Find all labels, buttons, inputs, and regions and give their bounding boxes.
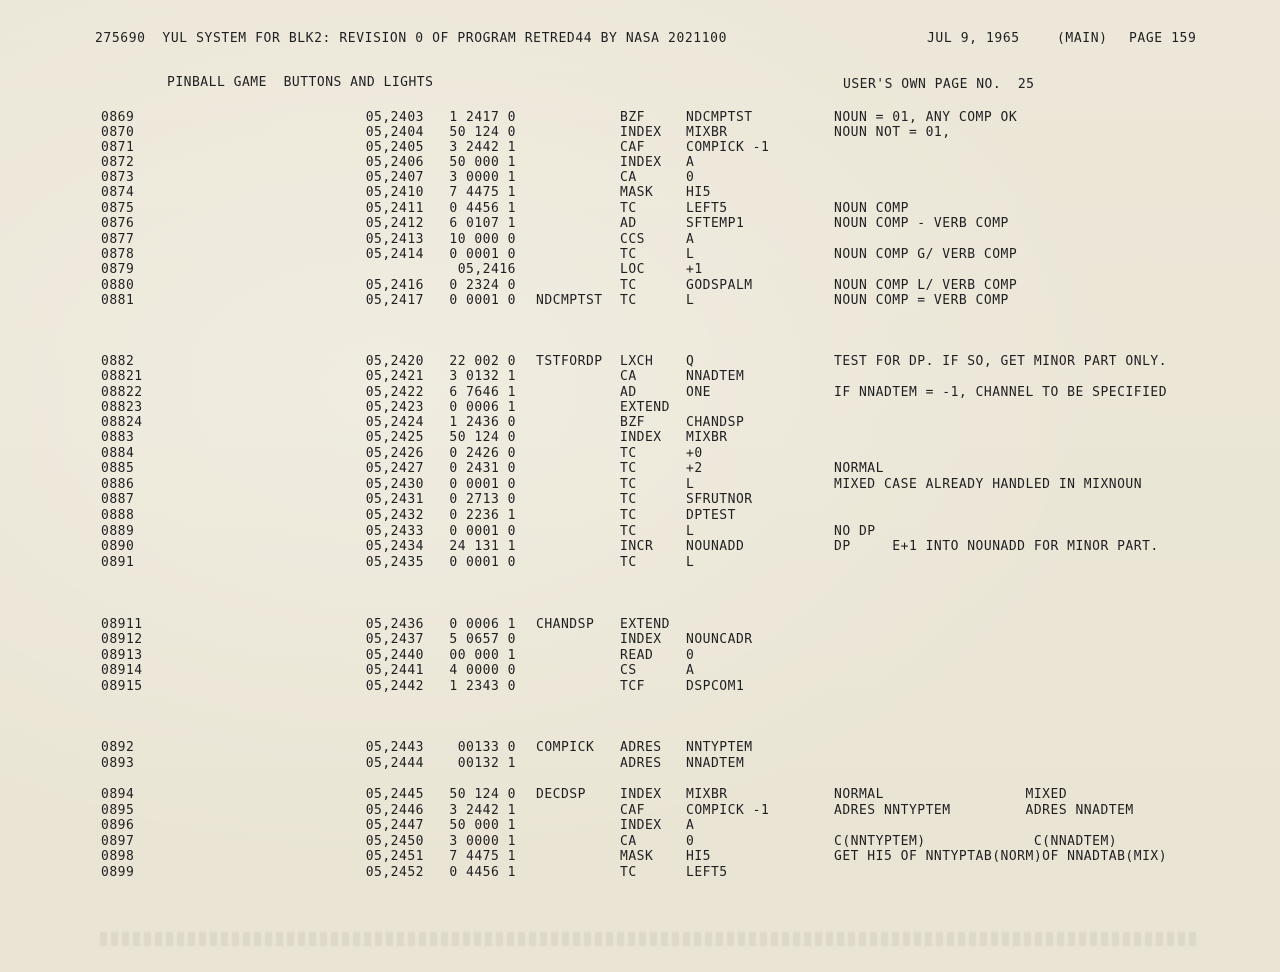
address-cell: 05,2412	[365, 216, 424, 231]
octal-code-cell: 1 2343 0	[449, 679, 516, 694]
operand-cell: CHANDSP	[686, 415, 745, 430]
address-cell: 05,2441	[365, 663, 424, 678]
line-number: 08824	[101, 415, 143, 430]
octal-code-cell: 0 0001 0	[449, 555, 516, 570]
comment-cell: TEST FOR DP. IF SO, GET MINOR PART ONLY.	[834, 354, 1168, 369]
address-cell: 05,2427	[365, 461, 424, 476]
octal-code-cell: 0 0001 0	[449, 247, 516, 262]
opcode-cell: TC	[620, 508, 637, 523]
address-cell: 05,2436	[365, 617, 424, 632]
operand-cell: NOUNADD	[686, 539, 745, 554]
octal-code-cell: 0 2713 0	[449, 492, 516, 507]
octal-code-cell: 3 0000 1	[449, 834, 516, 849]
octal-code-cell: 3 2442 1	[449, 803, 516, 818]
operand-cell: COMPICK -1	[686, 140, 770, 155]
address-cell: 05,2446	[365, 803, 424, 818]
octal-code-cell: 05,2416	[457, 262, 516, 277]
line-number: 0886	[101, 477, 135, 492]
label-cell: COMPICK	[536, 740, 595, 755]
line-number: 0872	[101, 155, 135, 170]
line-number: 08911	[101, 617, 143, 632]
operand-cell: L	[686, 247, 695, 262]
operand-cell: 0	[686, 648, 695, 663]
address-cell: 05,2411	[365, 201, 424, 216]
octal-code-cell: 10 000 0	[449, 232, 516, 247]
octal-code-cell: 3 0000 1	[449, 170, 516, 185]
opcode-cell: MASK	[620, 849, 654, 864]
opcode-cell: CA	[620, 369, 637, 384]
line-number: 0898	[101, 849, 135, 864]
operand-cell: +2	[686, 461, 703, 476]
line-number: 0894	[101, 787, 135, 802]
line-number: 08913	[101, 648, 143, 663]
listing-main-tag: (MAIN)	[1057, 31, 1108, 46]
line-number: 08821	[101, 369, 143, 384]
address-cell: 05,2404	[365, 125, 424, 140]
label-cell: NDCMPTST	[536, 293, 603, 308]
octal-code-cell: 22 002 0	[449, 354, 516, 369]
opcode-cell: CA	[620, 170, 637, 185]
octal-code-cell: 1 2436 0	[449, 415, 516, 430]
comment-cell: DP E+1 INTO NOUNADD FOR MINOR PART.	[834, 539, 1159, 554]
address-cell: 05,2421	[365, 369, 424, 384]
section-title: PINBALL GAME BUTTONS AND LIGHTS	[167, 75, 434, 90]
line-number: 0881	[101, 293, 135, 308]
address-cell: 05,2451	[365, 849, 424, 864]
address-cell: 05,2450	[365, 834, 424, 849]
octal-code-cell: 50 000 1	[449, 155, 516, 170]
opcode-cell: INCR	[620, 539, 654, 554]
comment-cell: NOUN COMP	[834, 201, 909, 216]
users-page-label: USER'S OWN PAGE NO. 25	[843, 77, 1035, 92]
opcode-cell: AD	[620, 385, 637, 400]
line-number: 0874	[101, 185, 135, 200]
line-number: 0882	[101, 354, 135, 369]
address-cell: 05,2414	[365, 247, 424, 262]
page-number: PAGE 159	[1129, 31, 1197, 46]
octal-code-cell: 0 0006 1	[449, 617, 516, 632]
label-cell: CHANDSP	[536, 617, 595, 632]
opcode-cell: TC	[620, 524, 637, 539]
address-cell: 05,2434	[365, 539, 424, 554]
address-cell: 05,2424	[365, 415, 424, 430]
line-number: 0878	[101, 247, 135, 262]
address-cell: 05,2442	[365, 679, 424, 694]
address-cell: 05,2417	[365, 293, 424, 308]
octal-code-cell: 4 0000 0	[449, 663, 516, 678]
operand-cell: L	[686, 477, 695, 492]
address-cell: 05,2420	[365, 354, 424, 369]
octal-code-cell: 0 0006 1	[449, 400, 516, 415]
octal-code-cell: 0 4456 1	[449, 201, 516, 216]
line-number: 0876	[101, 216, 135, 231]
operand-cell: MIXBR	[686, 787, 728, 802]
operand-cell: Q	[686, 354, 695, 369]
line-number: 0897	[101, 834, 135, 849]
address-cell: 05,2410	[365, 185, 424, 200]
label-cell: DECDSP	[536, 787, 586, 802]
listing-date: JUL 9, 1965	[927, 31, 1020, 46]
line-number: 0891	[101, 555, 135, 570]
opcode-cell: INDEX	[620, 430, 662, 445]
octal-code-cell: 50 124 0	[449, 125, 516, 140]
address-cell: 05,2431	[365, 492, 424, 507]
address-cell: 05,2443	[365, 740, 424, 755]
operand-cell: HI5	[686, 849, 711, 864]
line-number: 0889	[101, 524, 135, 539]
comment-cell: GET HI5 OF NNTYPTAB(NORM)OF NNADTAB(MIX)	[834, 849, 1168, 864]
opcode-cell: INDEX	[620, 632, 662, 647]
octal-code-cell: 5 0657 0	[449, 632, 516, 647]
comment-cell: NOUN COMP - VERB COMP	[834, 216, 1009, 231]
operand-cell: A	[686, 232, 695, 247]
opcode-cell: TC	[620, 492, 637, 507]
operand-cell: A	[686, 155, 695, 170]
address-cell: 05,2407	[365, 170, 424, 185]
line-number: 0893	[101, 756, 135, 771]
operand-cell: 0	[686, 170, 695, 185]
line-number: 0887	[101, 492, 135, 507]
line-number: 08912	[101, 632, 143, 647]
comment-cell: NOUN COMP G/ VERB COMP	[834, 247, 1018, 262]
line-number: 0895	[101, 803, 135, 818]
line-number: 0880	[101, 278, 135, 293]
comment-cell: NORMAL MIXED	[834, 787, 1068, 802]
operand-cell: +1	[686, 262, 703, 277]
octal-code-cell: 7 4475 1	[449, 849, 516, 864]
opcode-cell: READ	[620, 648, 654, 663]
address-cell: 05,2403	[365, 110, 424, 125]
opcode-cell: CA	[620, 834, 637, 849]
operand-cell: NNADTEM	[686, 369, 745, 384]
line-number: 0879	[101, 262, 135, 277]
octal-code-cell: 0 2431 0	[449, 461, 516, 476]
octal-code-cell: 50 124 0	[449, 787, 516, 802]
comment-cell: NO DP	[834, 524, 876, 539]
octal-code-cell: 3 2442 1	[449, 140, 516, 155]
operand-cell: NNTYPTEM	[686, 740, 753, 755]
octal-code-cell: 0 0001 0	[449, 477, 516, 492]
operand-cell: LEFT5	[686, 865, 728, 880]
line-number: 0892	[101, 740, 135, 755]
line-number: 0896	[101, 818, 135, 833]
address-cell: 05,2444	[365, 756, 424, 771]
octal-code-cell: 0 2324 0	[449, 278, 516, 293]
opcode-cell: TCF	[620, 679, 645, 694]
operand-cell: SFRUTNOR	[686, 492, 753, 507]
line-number: 08915	[101, 679, 143, 694]
opcode-cell: TC	[620, 555, 637, 570]
line-number: 0871	[101, 140, 135, 155]
operand-cell: L	[686, 293, 695, 308]
opcode-cell: EXTEND	[620, 400, 670, 415]
octal-code-cell: 50 124 0	[449, 430, 516, 445]
line-number: 08823	[101, 400, 143, 415]
operand-cell: 0	[686, 834, 695, 849]
octal-code-cell: 3 0132 1	[449, 369, 516, 384]
opcode-cell: TC	[620, 201, 637, 216]
comment-cell: C(NNTYPTEM) C(NNADTEM)	[834, 834, 1118, 849]
opcode-cell: EXTEND	[620, 617, 670, 632]
line-number: 0885	[101, 461, 135, 476]
operand-cell: ONE	[686, 385, 711, 400]
operand-cell: DSPCOM1	[686, 679, 745, 694]
opcode-cell: CAF	[620, 803, 645, 818]
line-number: 0875	[101, 201, 135, 216]
line-number: 08914	[101, 663, 143, 678]
operand-cell: NNADTEM	[686, 756, 745, 771]
operand-cell: MIXBR	[686, 125, 728, 140]
comment-cell: MIXED CASE ALREADY HANDLED IN MIXNOUN	[834, 477, 1143, 492]
line-number: 0883	[101, 430, 135, 445]
operand-cell: HI5	[686, 185, 711, 200]
address-cell: 05,2425	[365, 430, 424, 445]
address-cell: 05,2445	[365, 787, 424, 802]
operand-cell: COMPICK -1	[686, 803, 770, 818]
address-cell: 05,2422	[365, 385, 424, 400]
address-cell: 05,2426	[365, 446, 424, 461]
line-number: 0869	[101, 110, 135, 125]
opcode-cell: INDEX	[620, 787, 662, 802]
line-number: 0877	[101, 232, 135, 247]
bleed-through-shadow	[100, 932, 1200, 946]
octal-code-cell: 6 7646 1	[449, 385, 516, 400]
opcode-cell: INDEX	[620, 125, 662, 140]
octal-code-cell: 50 000 1	[449, 818, 516, 833]
octal-code-cell: 0 0001 0	[449, 293, 516, 308]
opcode-cell: TC	[620, 247, 637, 262]
opcode-cell: TC	[620, 293, 637, 308]
operand-cell: LEFT5	[686, 201, 728, 216]
opcode-cell: ADRES	[620, 756, 662, 771]
opcode-cell: BZF	[620, 415, 645, 430]
address-cell: 05,2430	[365, 477, 424, 492]
opcode-cell: CS	[620, 663, 637, 678]
line-number: 0870	[101, 125, 135, 140]
line-number: 0890	[101, 539, 135, 554]
opcode-cell: LOC	[620, 262, 645, 277]
opcode-cell: MASK	[620, 185, 654, 200]
operand-cell: MIXBR	[686, 430, 728, 445]
line-number: 0888	[101, 508, 135, 523]
address-cell: 05,2416	[365, 278, 424, 293]
opcode-cell: CCS	[620, 232, 645, 247]
octal-code-cell: 0 2236 1	[449, 508, 516, 523]
address-cell: 05,2405	[365, 140, 424, 155]
address-cell: 05,2406	[365, 155, 424, 170]
comment-cell: ADRES NNTYPTEM ADRES NNADTEM	[834, 803, 1134, 818]
opcode-cell: ADRES	[620, 740, 662, 755]
comment-cell: NOUN NOT = 01,	[834, 125, 951, 140]
operand-cell: NOUNCADR	[686, 632, 753, 647]
opcode-cell: TC	[620, 865, 637, 880]
octal-code-cell: 0 0001 0	[449, 524, 516, 539]
address-cell: 05,2447	[365, 818, 424, 833]
opcode-cell: INDEX	[620, 818, 662, 833]
operand-cell: NDCMPTST	[686, 110, 753, 125]
label-cell: TSTFORDP	[536, 354, 603, 369]
octal-code-cell: 1 2417 0	[449, 110, 516, 125]
comment-cell: NOUN COMP = VERB COMP	[834, 293, 1009, 308]
opcode-cell: INDEX	[620, 155, 662, 170]
operand-cell: A	[686, 818, 695, 833]
line-number: 0873	[101, 170, 135, 185]
comment-cell: IF NNADTEM = -1, CHANNEL TO BE SPECIFIED	[834, 385, 1168, 400]
octal-code-cell: 24 131 1	[449, 539, 516, 554]
comment-cell: NOUN COMP L/ VERB COMP	[834, 278, 1018, 293]
operand-cell: DPTEST	[686, 508, 736, 523]
octal-code-cell: 00 000 1	[449, 648, 516, 663]
operand-cell: SFTEMP1	[686, 216, 745, 231]
line-number: 0884	[101, 446, 135, 461]
address-cell: 05,2440	[365, 648, 424, 663]
opcode-cell: AD	[620, 216, 637, 231]
opcode-cell: TC	[620, 477, 637, 492]
comment-cell: NORMAL	[834, 461, 884, 476]
listing-header: 275690 YUL SYSTEM FOR BLK2: REVISION 0 OF PROGRAM RETRED44 BY NASA 2021100	[95, 31, 727, 46]
operand-cell: GODSPALM	[686, 278, 753, 293]
address-cell: 05,2432	[365, 508, 424, 523]
octal-code-cell: 00133 0	[457, 740, 516, 755]
address-cell: 05,2433	[365, 524, 424, 539]
operand-cell: A	[686, 663, 695, 678]
address-cell: 05,2413	[365, 232, 424, 247]
opcode-cell: BZF	[620, 110, 645, 125]
address-cell: 05,2435	[365, 555, 424, 570]
opcode-cell: TC	[620, 461, 637, 476]
address-cell: 05,2423	[365, 400, 424, 415]
address-cell: 05,2437	[365, 632, 424, 647]
opcode-cell: LXCH	[620, 354, 654, 369]
octal-code-cell: 0 2426 0	[449, 446, 516, 461]
octal-code-cell: 6 0107 1	[449, 216, 516, 231]
octal-code-cell: 0 4456 1	[449, 865, 516, 880]
octal-code-cell: 00132 1	[457, 756, 516, 771]
address-cell: 05,2452	[365, 865, 424, 880]
line-number: 08822	[101, 385, 143, 400]
opcode-cell: TC	[620, 278, 637, 293]
octal-code-cell: 7 4475 1	[449, 185, 516, 200]
operand-cell: +0	[686, 446, 703, 461]
operand-cell: L	[686, 555, 695, 570]
comment-cell: NOUN = 01, ANY COMP OK	[834, 110, 1018, 125]
line-number: 0899	[101, 865, 135, 880]
operand-cell: L	[686, 524, 695, 539]
opcode-cell: TC	[620, 446, 637, 461]
opcode-cell: CAF	[620, 140, 645, 155]
